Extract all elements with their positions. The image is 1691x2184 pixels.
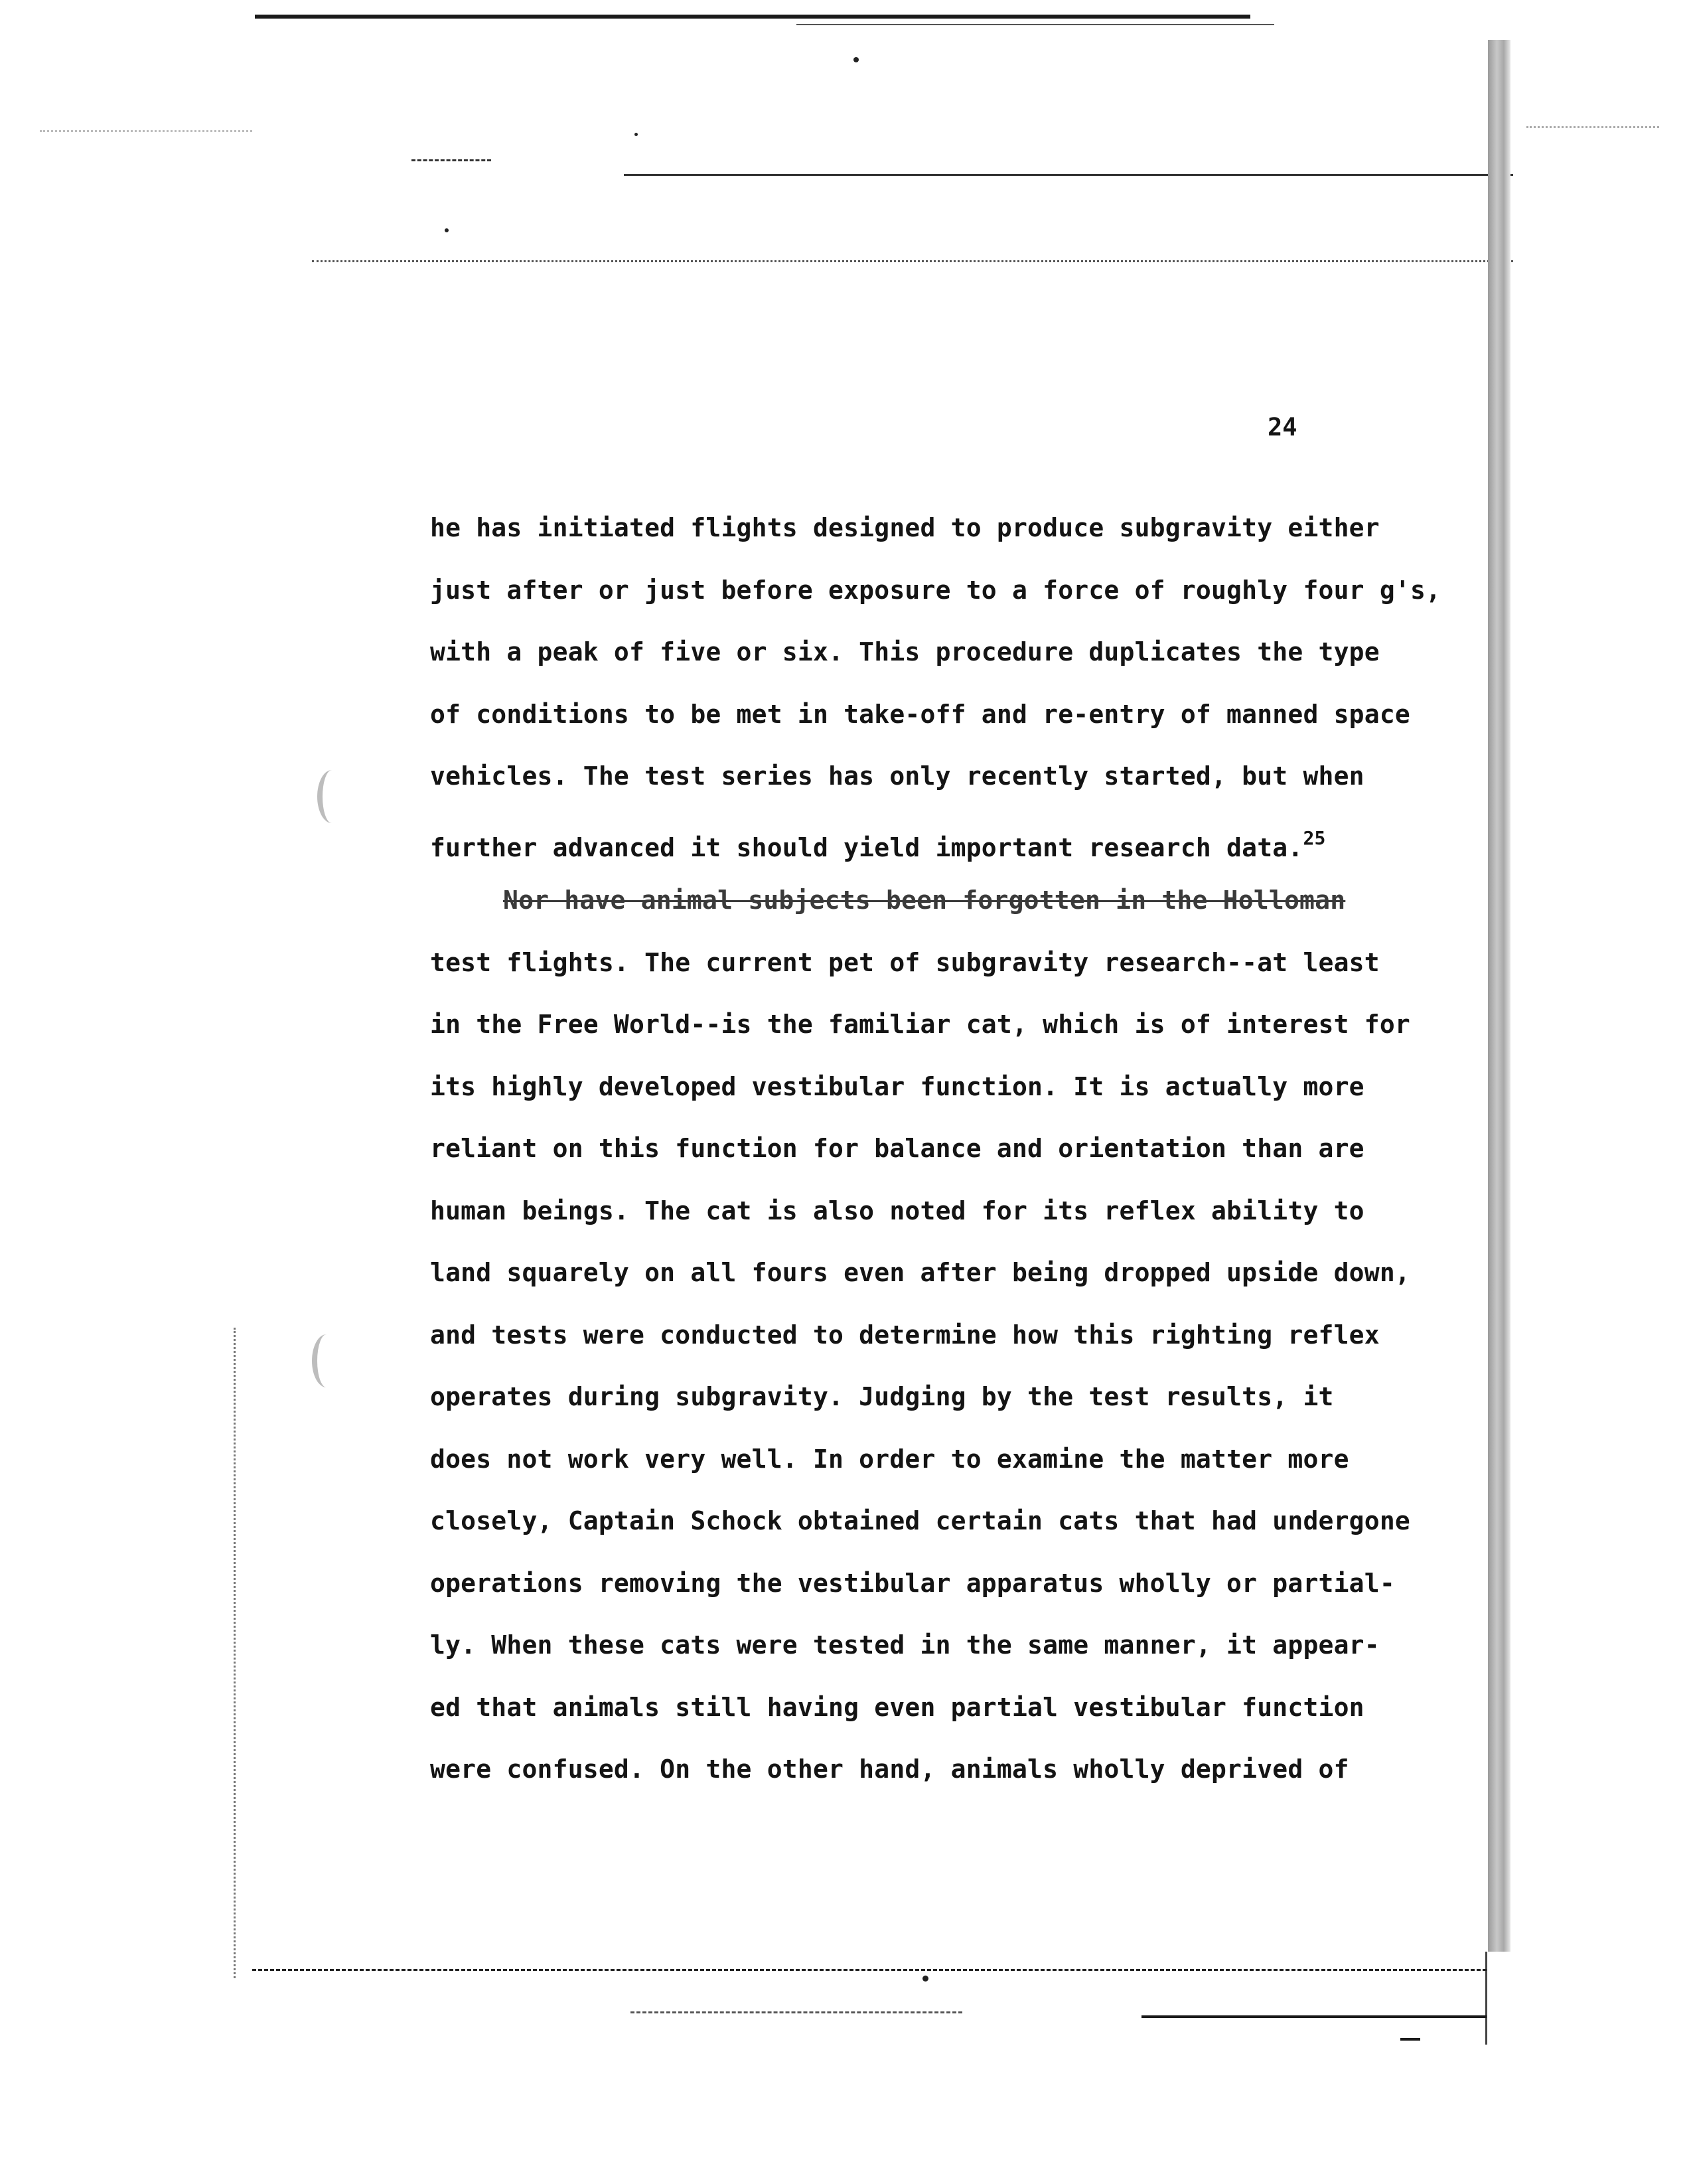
paragraph xyxy=(430,877,1410,1808)
text-line: closely, Captain Schock obtained certain cats that had undergone xyxy=(430,1506,1410,1535)
scan-noise xyxy=(1526,126,1659,128)
text-line: in the Free World--is the familiar cat, which is of interest for xyxy=(430,1010,1410,1039)
scan-speck xyxy=(922,1976,928,1982)
text-line: he has initiated flights designed to produce subgravity either xyxy=(430,513,1380,542)
page-edge-shadow xyxy=(1488,40,1510,1952)
text-line: just after or just before exposure to a force of roughly four g's, xyxy=(430,575,1441,605)
text-line: ly. When these cats were tested in the same manner, it appear- xyxy=(430,1630,1380,1660)
text-line: land squarely on all fours even after being dropped upside down, xyxy=(430,1258,1410,1287)
bottom-scan-line xyxy=(252,1969,1487,1971)
text-line: does not work very well. In order to examine the matter more xyxy=(430,1444,1349,1474)
bottom-scan-edge xyxy=(1141,2015,1487,2018)
text-line: human beings. The cat is also noted for its reflex ability to xyxy=(430,1196,1364,1225)
text-line: operates during subgravity. Judging by the test results, it xyxy=(430,1382,1334,1411)
top-scan-edge xyxy=(255,15,1250,19)
struck-text-line: Nor have animal subjects been forgotten in the Holloman xyxy=(503,886,1346,915)
document-body xyxy=(430,505,1441,1808)
punch-hole-shadow xyxy=(317,770,346,823)
text-line: with a peak of five or six. This procedure duplicates the type xyxy=(430,637,1380,666)
text-line: were confused. On the other hand, animals wholly deprived of xyxy=(430,1755,1349,1784)
text-line-with-footnote xyxy=(430,815,1326,878)
text-line: reliant on this function for balance and orientation than are xyxy=(430,1134,1364,1163)
scan-noise xyxy=(40,130,252,132)
bottom-scan-line xyxy=(630,2011,962,2013)
text-line: its highly developed vestibular function. It is actually more xyxy=(430,1071,1364,1101)
punch-hole-shadow xyxy=(312,1334,341,1387)
text-line: further advanced it should yield important research data. xyxy=(430,832,1303,862)
text-line: ed that animals still having even partial vestibular function xyxy=(430,1692,1364,1722)
page-number: 24 xyxy=(1268,413,1297,441)
paragraph xyxy=(430,505,1441,877)
text-line: test flights. The current pet of subgravity research--at least xyxy=(430,947,1380,977)
scan-line xyxy=(411,159,491,161)
scan-speck xyxy=(634,133,638,136)
footnote-marker: 25 xyxy=(1303,826,1326,849)
scan-line xyxy=(624,174,1513,176)
text-line: and tests were conducted to determine how this righting reflex xyxy=(430,1320,1380,1350)
margin-dots xyxy=(234,1328,236,1978)
text-line: of conditions to be met in take-off and re-entry of manned space xyxy=(430,699,1410,729)
scan-speck xyxy=(445,228,449,232)
scan-line xyxy=(312,260,1513,262)
text-line: operations removing the vestibular apparatus wholly or partial- xyxy=(430,1568,1395,1598)
text-line: vehicles. The test series has only recently started, but when xyxy=(430,761,1364,791)
top-scan-edge-thin xyxy=(796,24,1274,25)
page-edge-line xyxy=(1485,1952,1487,2045)
scan-speck xyxy=(853,57,859,62)
bottom-scan-edge xyxy=(1400,2038,1420,2041)
